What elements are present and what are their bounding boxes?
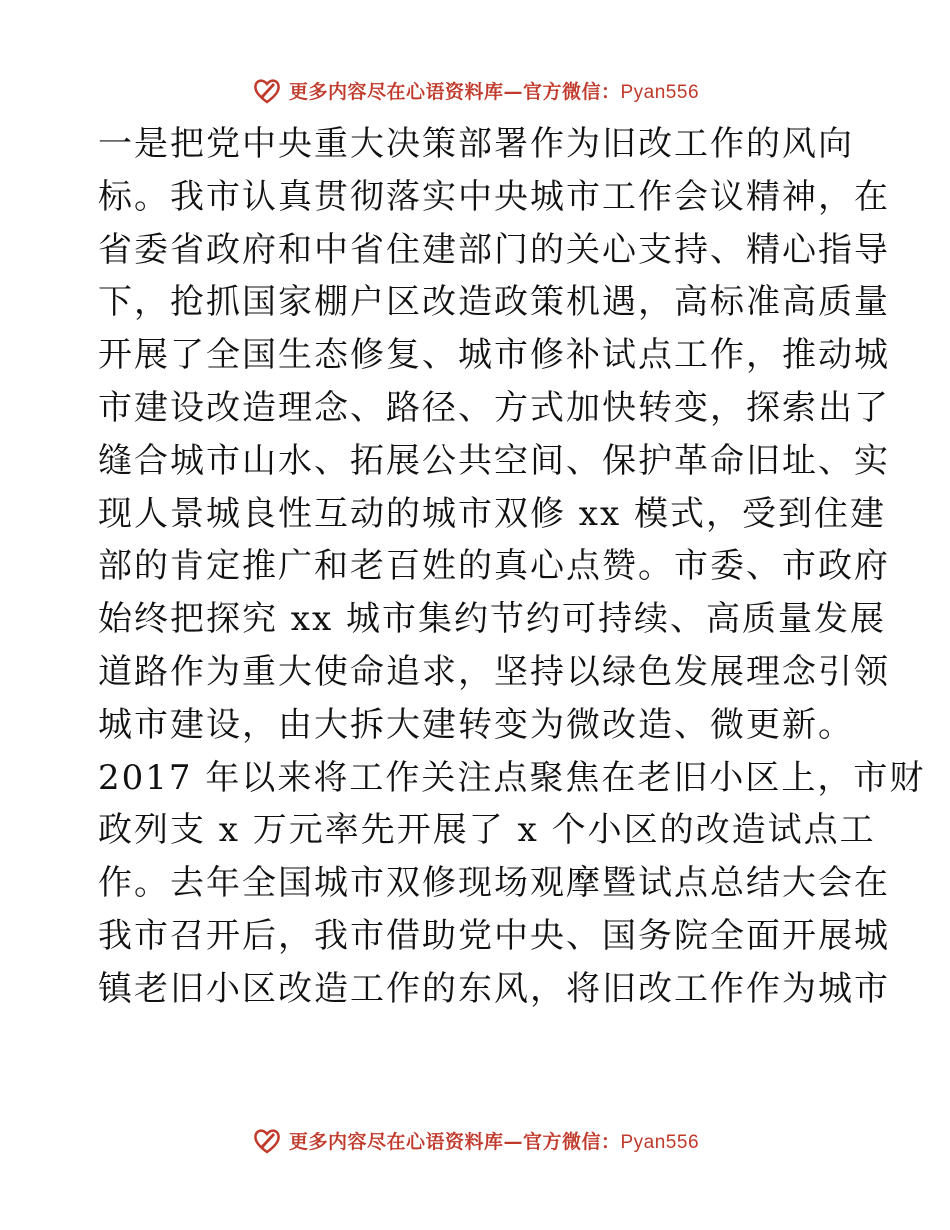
paragraph-line: 标。我市认真贯彻落实中央城市工作会议精神，在	[98, 176, 890, 217]
paragraph-line: 下，抢抓国家棚户区改造政策机遇，高标准高质量	[98, 282, 890, 323]
paragraph-line: 开展了全国生态修复、城市修补试点工作，推动城	[98, 335, 890, 376]
paragraph-line: 镇老旧小区改造工作的东风，将旧改工作作为城市	[98, 968, 890, 1009]
paragraph-line: 部的肯定推广和老百姓的真心点赞。市委、市政府	[98, 546, 890, 587]
paragraph-line: 始终把探究 xx 城市集约节约可持续、高质量发展	[98, 599, 886, 640]
header-watermark	[0, 70, 950, 110]
footer-watermark	[0, 1120, 950, 1160]
paragraph-line: 2017 年以来将工作关注点聚焦在老旧小区上，市财	[98, 757, 926, 798]
paragraph-line: 我市召开后，我市借助党中央、国务院全面开展城	[98, 915, 890, 956]
paragraph-line: 市建设改造理念、路径、方式加快转变，探索出了	[98, 387, 890, 428]
heart-pen-logo-icon	[251, 74, 283, 106]
paragraph-line: 省委省政府和中省住建部门的关心支持、精心指导	[98, 229, 890, 270]
paragraph-line: 一是把党中央重大决策部署作为旧改工作的风向	[98, 124, 854, 164]
paragraph-line: 作。去年全国城市双修现场观摩暨试点总结大会在	[98, 863, 890, 904]
heart-pen-logo-icon	[251, 1124, 283, 1156]
watermark-text: 更多内容尽在心语资料库—官方微信：Pyan556	[288, 80, 700, 103]
paragraph-line: 道路作为重大使命追求，坚持以绿色发展理念引领	[98, 651, 890, 692]
document-paragraph	[98, 118, 926, 1016]
paragraph-line: 现人景城良性互动的城市双修 xx 模式，受到住建	[98, 493, 886, 534]
paragraph-line: 政列支 x 万元率先开展了 x 个小区的改造试点工	[98, 810, 876, 851]
paragraph-line: 缝合城市山水、拓展公共空间、保护革命旧址、实	[98, 440, 890, 481]
paragraph-line: 城市建设，由大拆大建转变为微改造、微更新。	[98, 704, 854, 745]
watermark-text: 更多内容尽在心语资料库—官方微信：Pyan556	[288, 1130, 700, 1153]
